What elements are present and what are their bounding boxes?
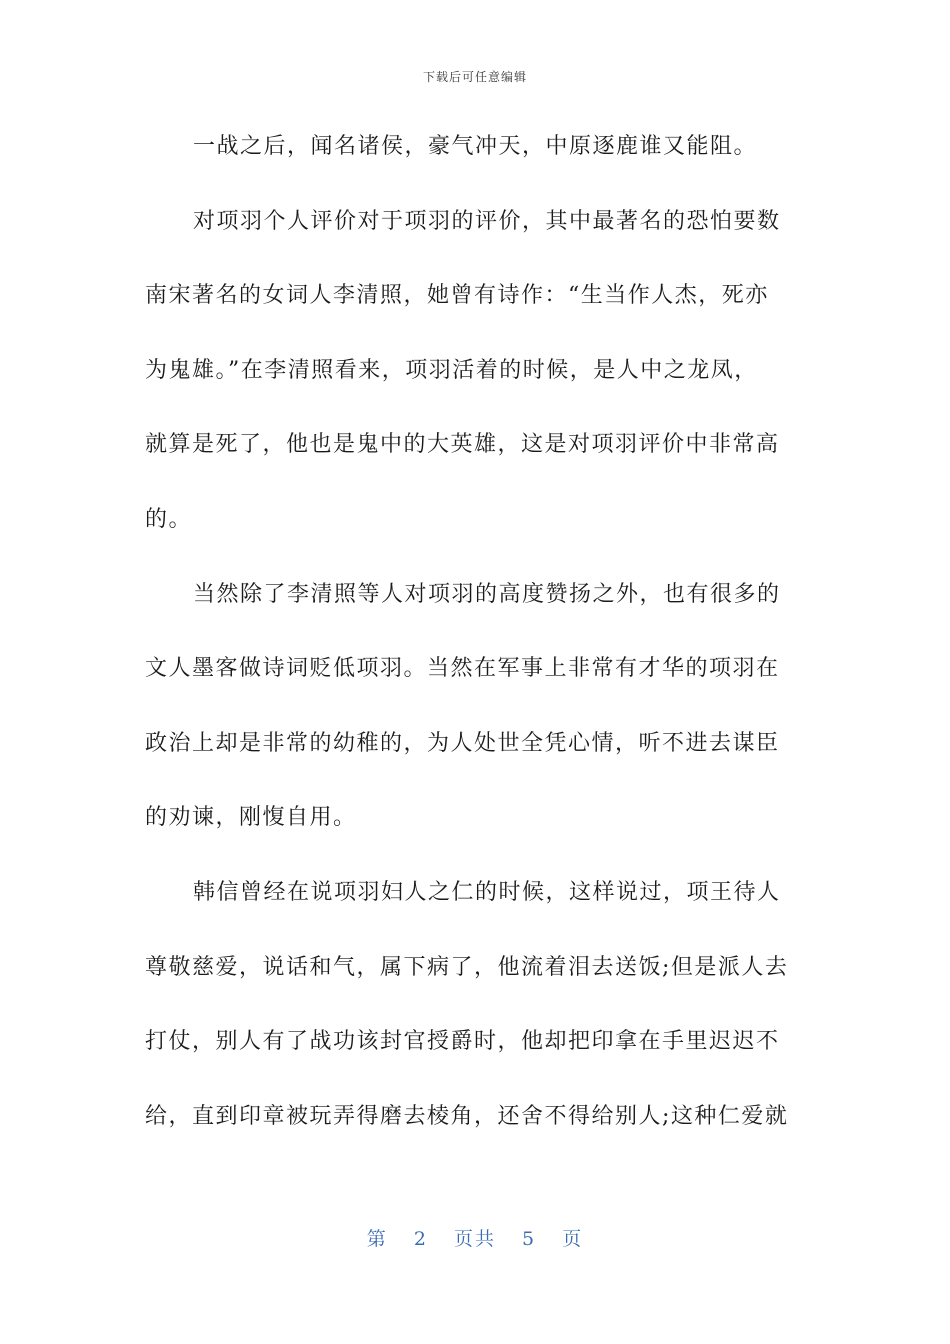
text-line: 韩信曾经在说项羽妇人之仁的时候，这样说过，项王待人 [193, 879, 781, 905]
footer-label-end: 页 [562, 1228, 584, 1250]
footer-total-pages: 5 [522, 1228, 537, 1250]
text-line: 给，直到印章被玩弄得磨去棱角，还舍不得给别人;这种仁爱就 [145, 1103, 789, 1129]
text-line: 文人墨客做诗词贬低项羽。当然在军事上非常有才华的项羽在 [145, 656, 780, 682]
page-footer [0, 1224, 950, 1251]
page-header: 下载后可任意编辑 [422, 70, 527, 84]
text-line: 当然除了李清照等人对项羽的高度赞扬之外，也有很多的 [193, 581, 781, 607]
text-line: 政治上却是非常的幼稚的，为人处世全凭心情，听不进去谋臣 [145, 730, 780, 756]
footer-label-page: 第 [366, 1228, 388, 1250]
text-line: 南宋著名的女词人李清照，她曾有诗作：“生当作人杰，死亦 [145, 283, 769, 309]
text-line: 对项羽个人评价对于项羽的评价，其中最著名的恐怕要数 [193, 208, 781, 234]
text-line: 尊敬慈爱，说话和气，属下病了，他流着泪去送饭;但是派人去 [145, 954, 789, 980]
footer-label-of: 页共 [453, 1228, 496, 1250]
text-line: 的劝谏，刚愎自用。 [145, 805, 357, 831]
text-line: 一战之后，闻名诸侯，豪气冲天，中原逐鹿谁又能阻。 [193, 134, 758, 159]
document-body [145, 122, 813, 1166]
text-line: 打仗，别人有了战功该封官授爵时，他却把印拿在手里迟迟不 [145, 1029, 780, 1055]
text-line: 为鬼雄。”在李清照看来，项羽活着的时候，是人中之龙凤， [145, 357, 758, 383]
text-line: 的。 [145, 506, 193, 532]
text-line: 就算是死了，他也是鬼中的大英雄，这是对项羽评价中非常高 [145, 432, 780, 458]
footer-current-page: 2 [413, 1228, 428, 1250]
